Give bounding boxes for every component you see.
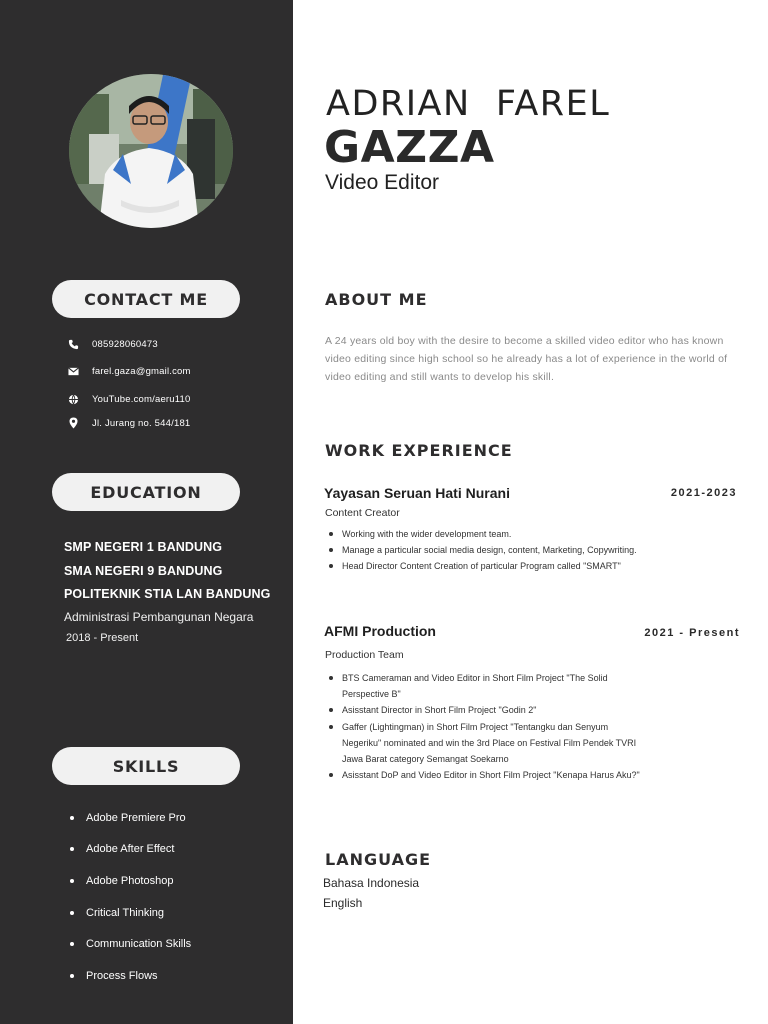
skills-list bbox=[70, 802, 191, 992]
about-heading: ABOUT ME bbox=[325, 290, 428, 309]
skill-item bbox=[70, 928, 191, 960]
job-period: 2021-2023 bbox=[670, 487, 737, 499]
job-role: Content Creator bbox=[325, 507, 400, 519]
contact-website bbox=[66, 392, 191, 406]
contact-phone bbox=[66, 337, 158, 351]
skill-label: Adobe Photoshop bbox=[86, 874, 174, 887]
bullet-icon bbox=[70, 911, 74, 915]
contact-website-text: YouTube.com/aeru110 bbox=[92, 393, 191, 405]
skill-item bbox=[70, 802, 191, 834]
job-title: Video Editor bbox=[325, 171, 440, 194]
skill-label: Adobe Premiere Pro bbox=[86, 811, 186, 824]
bullet-icon bbox=[70, 974, 74, 978]
contact-address-text: Jl. Jurang no. 544/181 bbox=[92, 417, 191, 429]
contact-address bbox=[66, 416, 190, 430]
duty-item: Asisstant Director in Short Film Project "Godin 2" bbox=[327, 702, 647, 718]
skills-heading: SKILLS bbox=[52, 747, 240, 785]
job-company: AFMI Production bbox=[324, 623, 436, 639]
duty-item: Head Director Content Creation of particular Program called "SMART" bbox=[327, 558, 647, 574]
last-name: GAZZA bbox=[324, 122, 495, 173]
job-duties bbox=[327, 526, 647, 575]
skill-label: Process Flows bbox=[86, 969, 158, 982]
contact-email bbox=[66, 364, 191, 378]
bullet-icon bbox=[70, 847, 74, 851]
skill-label: Communication Skills bbox=[86, 938, 192, 951]
education-school: SMP NEGERI 1 BANDUNG bbox=[64, 540, 223, 554]
skill-label: Adobe After Effect bbox=[86, 843, 175, 856]
job-company: Yayasan Seruan Hati Nurani bbox=[324, 485, 510, 501]
skill-item bbox=[70, 834, 191, 866]
duty-item: BTS Cameraman and Video Editor in Short Film Project "The Solid Perspective B" bbox=[327, 670, 647, 702]
duty-item: Manage a particular social media design, content, Marketing, Copywriting. bbox=[327, 542, 647, 558]
bullet-icon bbox=[70, 942, 74, 946]
bullet-icon bbox=[70, 879, 74, 883]
education-school: SMA NEGERI 9 BANDUNG bbox=[64, 564, 223, 578]
bullet-icon bbox=[70, 816, 74, 820]
duty-item: Gaffer (Lightingman) in Short Film Project "Tentangku dan Senyum Negeriku" nominated and win the 3rd Place on Festival Film Pendek TVRI Jawa Barat category Semangat Soekarno bbox=[327, 719, 647, 768]
first-name: ADRIAN FAREL bbox=[326, 84, 611, 124]
skill-item bbox=[70, 865, 191, 897]
job-period: 2021 - Present bbox=[644, 627, 740, 639]
location-pin-icon bbox=[66, 416, 80, 430]
contact-heading: CONTACT ME bbox=[52, 280, 240, 318]
about-text: A 24 years old boy with the desire to become a skilled video editor who has known video editing since high school so he already has a lot of experience in the world of video editing and still wants to develop his skill. bbox=[325, 335, 728, 383]
language-heading: LANGUAGE bbox=[325, 850, 432, 869]
envelope-icon bbox=[66, 364, 80, 378]
duty-item: Asisstant DoP and Video Editor in Short Film Project "Kenapa Harus Aku?" bbox=[327, 767, 647, 783]
language-item: Bahasa Indonesia bbox=[323, 876, 420, 890]
profile-photo bbox=[69, 74, 233, 228]
work-heading: WORK EXPERIENCE bbox=[325, 441, 513, 460]
education-heading: EDUCATION bbox=[52, 473, 240, 511]
contact-email-text: farel.gaza@gmail.com bbox=[92, 365, 191, 377]
skill-item bbox=[70, 960, 191, 992]
education-school: POLITEKNIK STIA LAN BANDUNG bbox=[64, 587, 271, 601]
job-duties bbox=[327, 670, 647, 783]
skill-item bbox=[70, 897, 191, 929]
education-period: 2018 - Present bbox=[66, 632, 139, 644]
language-item: English bbox=[323, 896, 363, 910]
globe-icon bbox=[66, 392, 80, 406]
duty-item: Working with the wider development team. bbox=[327, 526, 647, 542]
education-major: Administrasi Pembangunan Negara bbox=[64, 610, 254, 624]
phone-icon bbox=[66, 337, 80, 351]
contact-phone-text: 085928060473 bbox=[92, 338, 158, 350]
job-role: Production Team bbox=[325, 649, 404, 661]
skill-label: Critical Thinking bbox=[86, 906, 165, 919]
